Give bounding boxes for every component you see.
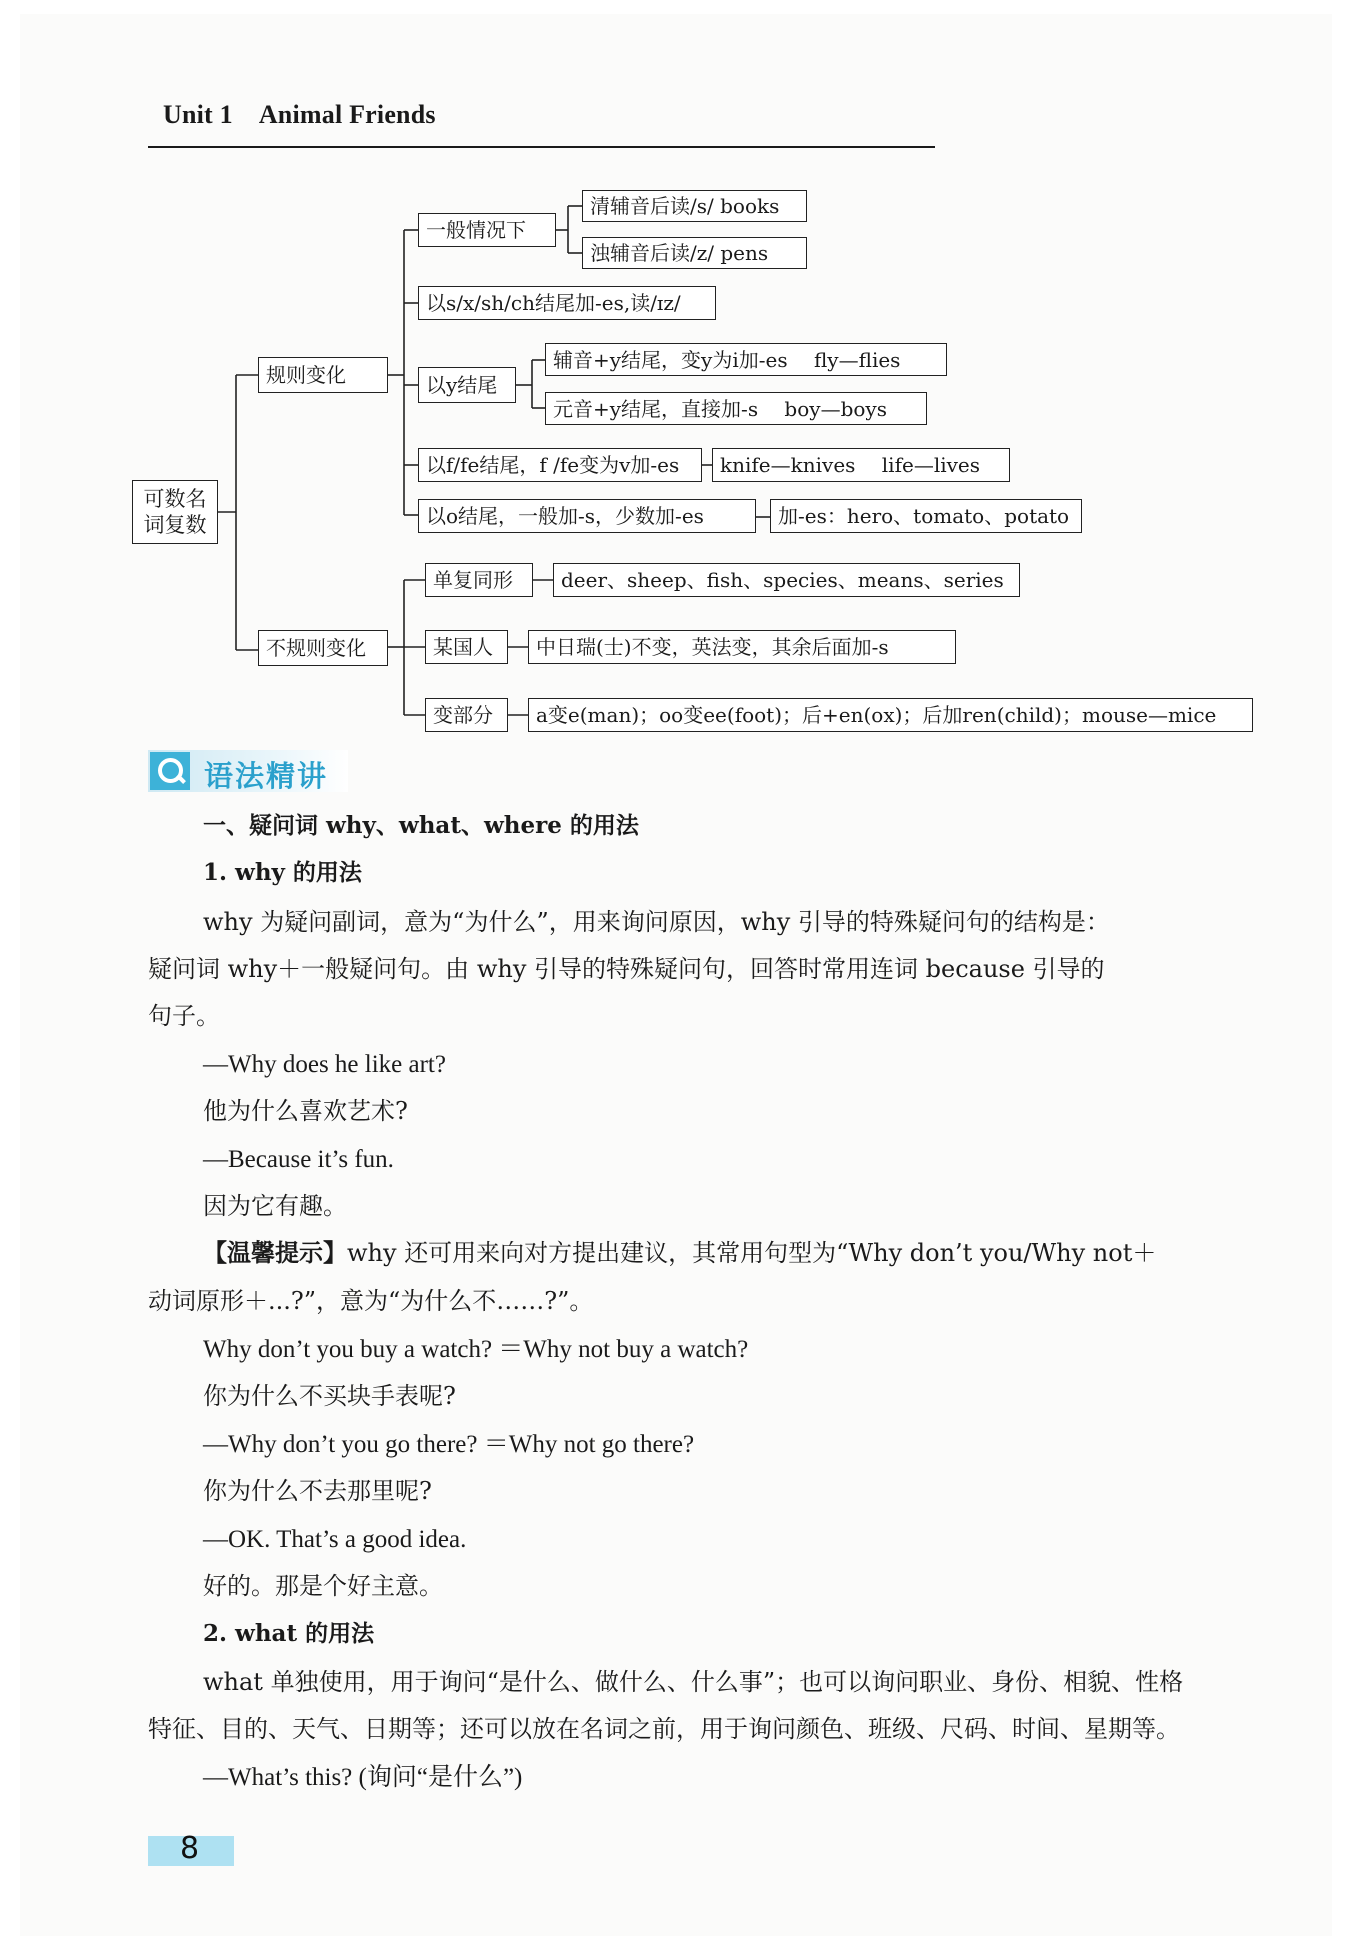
- example-why-a: —Because it’s fun.: [203, 1146, 394, 1173]
- node-nationality-rule: 中日瑞(士)不变，英法变，其余后面加-s: [528, 630, 956, 664]
- example-watch-cn: 你为什么不买块手表呢?: [203, 1382, 456, 1410]
- heading-question-words: 一、疑问词 why、what、where 的用法: [203, 812, 639, 839]
- tip-line-2: 动词原形＋...?”，意为“为什么不……?”。: [148, 1287, 594, 1315]
- node-voiced: 浊辅音后读/z/ pens: [582, 237, 807, 269]
- tip-label: 【温馨提示】: [203, 1238, 347, 1267]
- para-what-1: what 单独使用，用于询问“是什么、做什么、什么事”；也可以询问职业、身份、相貌、性格: [203, 1668, 1184, 1696]
- node-o-examples: 加-es：hero、tomato、potato: [770, 499, 1082, 533]
- node-partial-examples: a变e(man)；oo变ee(foot)；后+en(ox)；后加ren(child)；mouse—mice: [528, 698, 1253, 732]
- example-why-a-cn: 因为它有趣。: [203, 1192, 347, 1220]
- section-title: 语法精讲: [204, 759, 329, 793]
- node-same-form-examples: deer、sheep、fish、species、means、series: [553, 563, 1020, 597]
- node-f-fe-examples: knife—knives life—lives: [712, 448, 1010, 482]
- magnifier-icon: [150, 752, 190, 790]
- node-regular: 规则变化: [258, 357, 388, 393]
- heading-what: 2. what 的用法: [203, 1620, 375, 1647]
- example-why-q-cn: 他为什么喜欢艺术?: [203, 1097, 408, 1125]
- example-ok-cn: 好的。那是个好主意。: [203, 1572, 443, 1600]
- node-nationality: 某国人: [425, 630, 508, 664]
- node-irregular: 不规则变化: [258, 630, 388, 666]
- node-s-x-sh-ch: 以s/x/sh/ch结尾加-es,读/ɪz/: [418, 286, 716, 320]
- node-o-end: 以o结尾，一般加-s，少数加-es: [418, 499, 756, 533]
- para-why-1: why 为疑问副词，意为“为什么”，用来询问原因，why 引导的特殊疑问句的结构是：: [203, 908, 1110, 936]
- para-why-3: 句子。: [148, 1002, 220, 1030]
- node-partial-change: 变部分: [425, 698, 508, 732]
- node-vowel-y: 元音+y结尾，直接加-s boy—boys: [545, 392, 927, 425]
- page-number-badge: [148, 1831, 234, 1866]
- node-general: 一般情况下: [418, 213, 556, 247]
- unit-label: Unit 1: [163, 100, 233, 129]
- root-line-2: 词复数: [143, 513, 207, 537]
- page-number: 8: [180, 1831, 200, 1866]
- para-why-2: 疑问词 why＋一般疑问句。由 why 引导的特殊疑问句，回答时常用连词 because 引导的: [148, 955, 1105, 983]
- example-go-there-cn: 你为什么不去那里呢?: [203, 1477, 432, 1505]
- unit-title: Animal Friends: [258, 100, 436, 129]
- example-why-q: —Why does he like art?: [203, 1051, 446, 1078]
- heading-why: 1. why 的用法: [203, 859, 362, 886]
- example-what: —What’s this? (询问“是什么”): [203, 1764, 523, 1791]
- plural-nouns-diagram: [0, 0, 1350, 760]
- node-y-end: 以y结尾: [418, 367, 516, 403]
- para-what-2: 特征、目的、天气、日期等；还可以放在名词之前，用于询问颜色、班级、尺码、时间、星期等。: [148, 1715, 1180, 1743]
- node-consonant-y: 辅音+y结尾，变y为i加-es fly—flies: [545, 343, 947, 376]
- node-voiceless: 清辅音后读/s/ books: [582, 190, 807, 222]
- example-ok: —OK. That’s a good idea.: [203, 1526, 467, 1553]
- root-line-1: 可数名: [143, 487, 207, 511]
- node-same-form: 单复同形: [425, 563, 533, 597]
- root-node: [132, 480, 218, 544]
- example-watch: Why don’t you buy a watch? ＝Why not buy a watch?: [203, 1336, 749, 1363]
- section-badge: [148, 750, 348, 792]
- tip-line-1: [203, 1238, 1157, 1267]
- node-f-fe: 以f/fe结尾，f /fe变为v加-es: [418, 448, 702, 482]
- tip-text: why 还可用来向对方提出建议，其常用句型为“Why don’t you/Why not＋: [347, 1239, 1157, 1267]
- example-go-there: —Why don’t you go there? ＝Why not go there?: [203, 1431, 695, 1458]
